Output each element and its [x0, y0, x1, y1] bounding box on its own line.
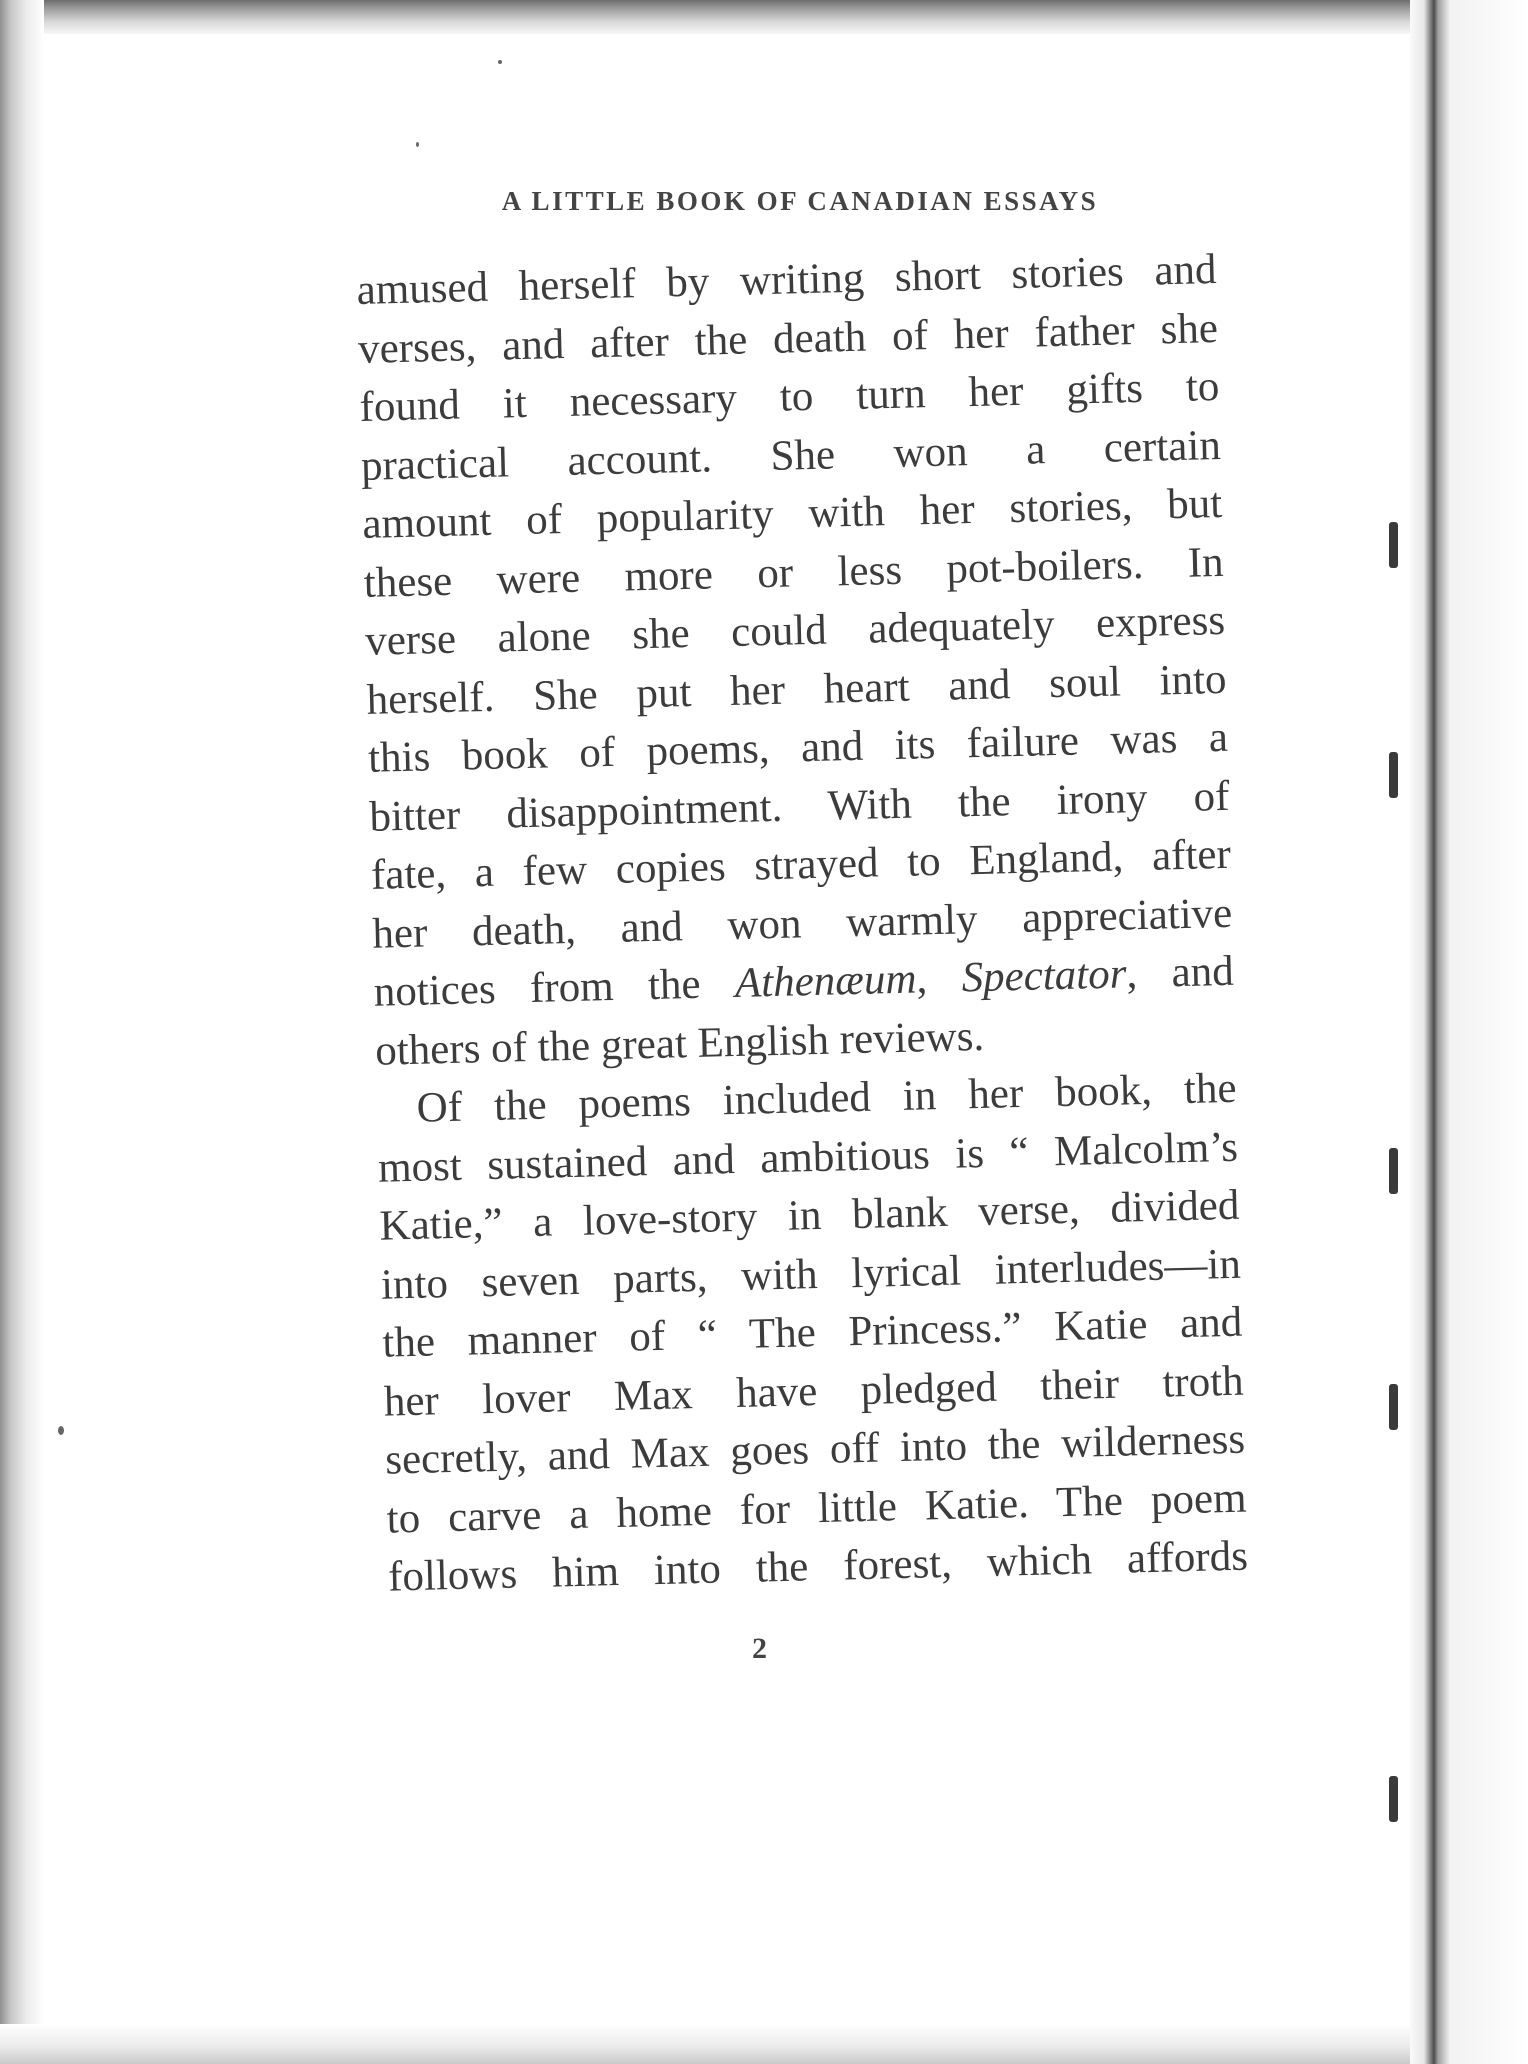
text-line: fate, a few copies strayed to England, after — [370, 830, 1232, 899]
text-line: verse alone she could adequately express — [364, 596, 1226, 665]
body-text — [356, 241, 1249, 1607]
text-line: herself. She put her heart and soul into — [366, 655, 1228, 724]
text-line: follows him into the forest, which affords — [387, 1532, 1249, 1601]
text-span: notices from the — [373, 959, 736, 1016]
scan-left-edge — [0, 0, 44, 2064]
book-gutter — [1410, 0, 1528, 2064]
text-line: to carve a home for little Katie. The poem — [386, 1474, 1248, 1543]
text-line: this book of poems, and its failure was a — [367, 713, 1229, 782]
ink-speck — [58, 1426, 64, 1435]
text-span: , and — [1125, 947, 1235, 998]
text-line: verses, and after the death of her father she — [357, 304, 1219, 373]
text-line: most sustained and ambitious is “ Malcolm’s — [377, 1123, 1239, 1192]
text-line: Katie,” a love-story in blank verse, divided — [378, 1181, 1240, 1250]
text-line: found it necessary to turn her gifts to — [358, 362, 1220, 431]
text-line: her death, and won warmly appreciative — [371, 889, 1233, 958]
text-line: others of the great English reviews. — [374, 1012, 985, 1075]
ink-speck — [498, 60, 502, 64]
running-head: A LITTLE BOOK OF CANADIAN ESSAYS — [501, 186, 1099, 216]
text-line: bitter disappointment. With the irony of — [368, 772, 1230, 841]
italic-title-athenaeum: Athenæum — [734, 955, 918, 1007]
text-line: amused herself by writing short stories and — [356, 245, 1218, 314]
binding-mark — [1389, 1148, 1398, 1194]
scan-bottom-edge — [0, 2024, 1528, 2064]
scan-top-edge — [0, 0, 1528, 34]
text-line: amount of popularity with her stories, but — [361, 479, 1223, 548]
binding-mark — [1389, 522, 1398, 568]
text-span: , — [915, 954, 963, 1003]
binding-mark — [1389, 752, 1398, 798]
text-line: practical account. She won a certain — [360, 421, 1222, 490]
text-line: the manner of “ The Princess.” Katie and — [381, 1298, 1243, 1367]
text-line: into seven parts, with lyrical interludes—in — [380, 1240, 1242, 1309]
ink-speck — [416, 142, 419, 147]
text-line: secretly, and Max goes off into the wilderness — [384, 1415, 1246, 1484]
text-line: her lover Max have pledged their troth — [383, 1357, 1245, 1426]
italic-title-spectator: Spectator — [961, 950, 1127, 1002]
binding-mark — [1389, 1776, 1398, 1822]
text-line: Of the poems included in her book, the — [416, 1064, 1238, 1132]
binding-mark — [1389, 1384, 1398, 1430]
page-number: 2 — [752, 1632, 767, 1665]
text-line: these were more or less pot-boilers. In — [363, 538, 1225, 607]
